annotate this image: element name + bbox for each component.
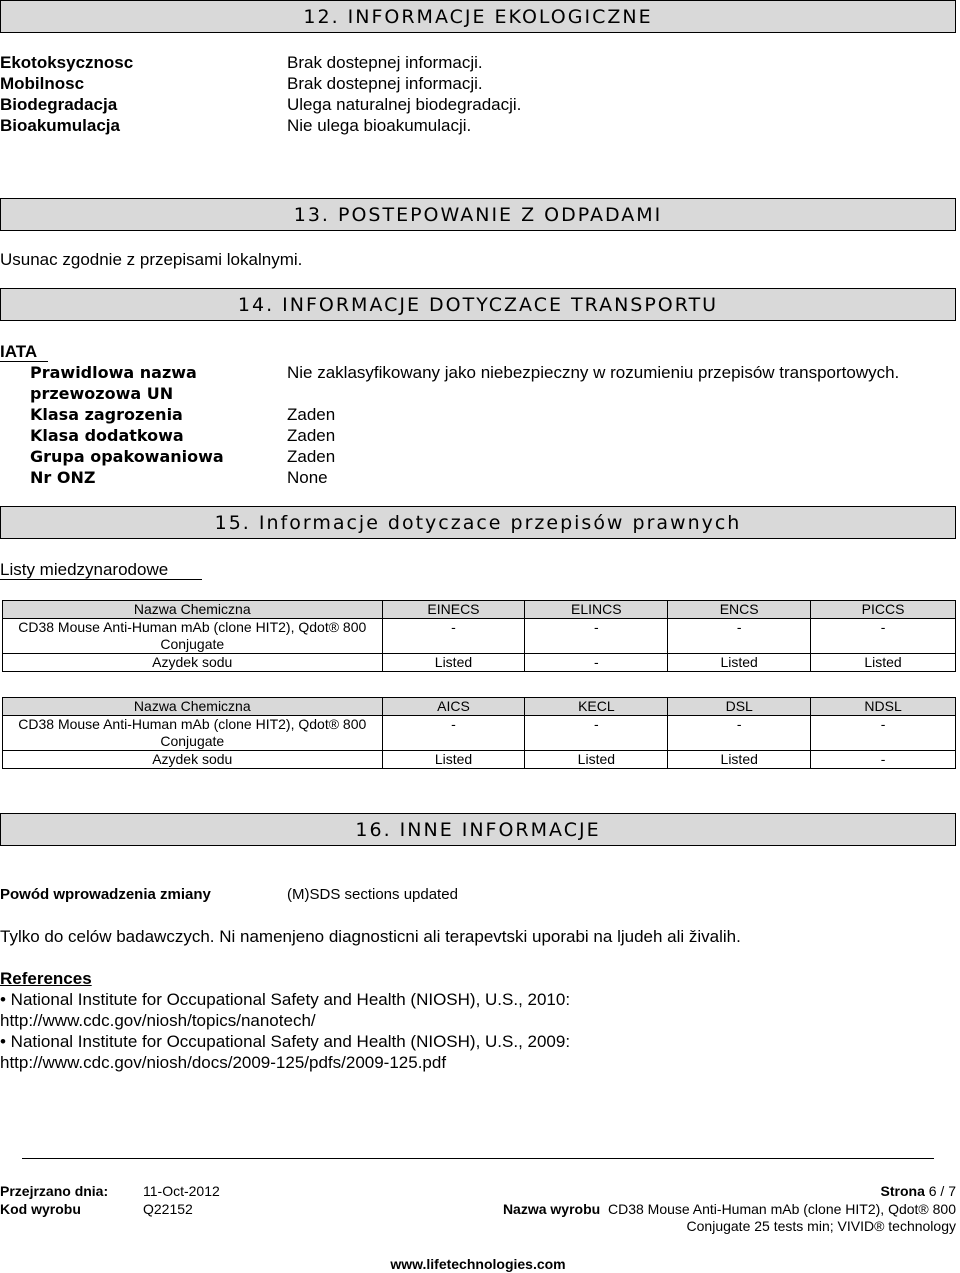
page-value: 6 / 7 xyxy=(928,1183,956,1199)
table-header-row xyxy=(3,698,956,716)
product-name-value-2: Conjugate 25 tests min; VIVID® technology xyxy=(686,1218,956,1234)
table-cell: Listed xyxy=(811,654,956,672)
page-label: Strona xyxy=(880,1183,925,1199)
product-name-block xyxy=(503,1201,956,1235)
page-indicator xyxy=(881,1183,956,1199)
shipping-name-label-2: przewozowa UN xyxy=(30,384,174,403)
international-lists-subhead xyxy=(0,559,168,580)
table-cell: - xyxy=(811,619,956,654)
iata-text: IATA xyxy=(0,342,38,361)
chemical-name-cell: Azydek sodu xyxy=(3,751,383,769)
footer-divider xyxy=(22,1158,934,1159)
table-cell: - xyxy=(668,619,811,654)
regulatory-table-1 xyxy=(2,600,956,672)
mobility-value: Brak dostepnej informacji. xyxy=(287,74,483,93)
bioaccumulation-label: Bioakumulacja xyxy=(0,116,120,135)
shipping-name-label-1: Prawidlowa nazwa xyxy=(30,363,197,382)
table-row xyxy=(3,654,956,672)
international-lists-text: Listy miedzynarodowe xyxy=(0,560,169,579)
chemical-name-cell: CD38 Mouse Anti-Human mAb (clone HIT2), Qdot® 800 Conjugate xyxy=(3,619,383,654)
col-header-kecl: KECL xyxy=(525,698,668,716)
transport-labels xyxy=(30,362,224,488)
references-list xyxy=(0,989,570,1073)
product-name-label: Nazwa wyrobu xyxy=(502,1201,601,1217)
shipping-name-value-2 xyxy=(287,383,899,404)
table-cell: - xyxy=(668,716,811,751)
product-code-value: Q22152 xyxy=(143,1201,193,1217)
transport-values xyxy=(287,362,899,488)
un-number-label: Nr ONZ xyxy=(30,468,96,487)
table-cell: - xyxy=(811,751,956,769)
subsidiary-class-label: Klasa dodatkowa xyxy=(30,426,184,445)
hazard-class-label: Klasa zagrozenia xyxy=(30,405,183,424)
bioaccumulation-value: Nie ulega bioakumulacji. xyxy=(287,116,472,135)
col-header-dsl: DSL xyxy=(668,698,811,716)
table-cell: - xyxy=(525,619,668,654)
col-header-piccs: PICCS xyxy=(811,601,956,619)
revision-reason-label: Powód wprowadzenia zmiany xyxy=(0,886,211,903)
section-12-labels xyxy=(0,52,133,136)
col-header-aics: AICS xyxy=(382,698,525,716)
table-cell: Listed xyxy=(668,751,811,769)
shipping-name-value: Nie zaklasyfikowany jako niebezpieczny w rozumieniu przepisów transportowych. xyxy=(287,363,900,382)
section-13-header xyxy=(0,198,956,231)
reference-link[interactable]: http://www.cdc.gov/niosh/topics/nanotech/ xyxy=(0,1011,316,1030)
chemical-name-cell: CD38 Mouse Anti-Human mAb (clone HIT2), Qdot® 800 Conjugate xyxy=(3,716,383,751)
section-13-title: 13. POSTEPOWANIE Z ODPADAMI xyxy=(293,204,663,226)
table-cell: Listed xyxy=(382,654,525,672)
biodegradation-value: Ulega naturalnej biodegradacji. xyxy=(287,95,522,114)
table-cell: - xyxy=(382,619,525,654)
section-15-title: 15. Informacje dotyczace przepisów prawnych xyxy=(214,512,742,534)
subsidiary-class-value: Zaden xyxy=(287,426,336,445)
section-14-header xyxy=(0,288,956,321)
reference-link[interactable]: http://www.cdc.gov/niosh/docs/2009-125/pdfs/2009-125.pdf xyxy=(0,1053,447,1072)
section-16-header xyxy=(0,813,956,846)
col-header-ndsl: NDSL xyxy=(811,698,956,716)
research-use-note: Tylko do celów badawczych. Ni namenjeno diagnosticni ali terapevtski uporabi na ljudeh ali živalih. xyxy=(0,927,741,946)
table-row xyxy=(3,619,956,654)
revision-reason-value: (M)SDS sections updated xyxy=(287,886,458,903)
table-cell: - xyxy=(525,716,668,751)
subhead-underline xyxy=(0,579,202,580)
table-cell: Listed xyxy=(382,751,525,769)
col-header-name: Nazwa Chemiczna xyxy=(3,601,383,619)
section-15-header xyxy=(0,506,956,539)
disposal-text: Usunac zgodnie z przepisami lokalnymi. xyxy=(0,250,303,269)
un-number-value: None xyxy=(287,468,328,487)
section-12-values xyxy=(287,52,521,136)
regulatory-table-2 xyxy=(2,697,956,769)
mobility-label: Mobilnosc xyxy=(0,74,85,93)
reference-item: • National Institute for Occupational Safety and Health (NIOSH), U.S., 2009: xyxy=(0,1032,571,1051)
chemical-name-cell: Azydek sodu xyxy=(3,654,383,672)
references-title: References xyxy=(0,969,92,988)
col-header-encs: ENCS xyxy=(668,601,811,619)
section-12-header xyxy=(0,0,956,33)
reviewed-value: 11-Oct-2012 xyxy=(143,1183,220,1199)
col-header-elincs: ELINCS xyxy=(525,601,668,619)
reference-item: • National Institute for Occupational Safety and Health (NIOSH), U.S., 2010: xyxy=(0,990,571,1009)
table-cell: - xyxy=(811,716,956,751)
table-cell: - xyxy=(382,716,525,751)
section-14-title: 14. INFORMACJE DOTYCZACE TRANSPORTU xyxy=(237,294,719,316)
biodegradation-label: Biodegradacja xyxy=(0,95,118,114)
product-name-value-1: CD38 Mouse Anti-Human mAb (clone HIT2), Qdot® 800 xyxy=(607,1201,956,1217)
ecotoxicity-label: Ekotoksycznosc xyxy=(0,53,134,72)
table-cell: Listed xyxy=(668,654,811,672)
website-link[interactable]: www.lifetechnologies.com xyxy=(390,1256,566,1272)
reviewed-label: Przejrzano dnia: xyxy=(0,1183,109,1199)
packing-group-label: Grupa opakowaniowa xyxy=(30,447,224,466)
product-code-label: Kod wyrobu xyxy=(0,1201,81,1217)
col-header-name: Nazwa Chemiczna xyxy=(3,698,383,716)
ecotoxicity-value: Brak dostepnej informacji. xyxy=(287,53,483,72)
table-cell: Listed xyxy=(525,751,668,769)
table-header-row xyxy=(3,601,956,619)
table-row xyxy=(3,716,956,751)
packing-group-value: Zaden xyxy=(287,447,336,466)
section-16-title: 16. INNE INFORMACJE xyxy=(355,819,601,841)
col-header-einecs: EINECS xyxy=(382,601,525,619)
section-12-title: 12. INFORMACJE EKOLOGICZNE xyxy=(303,6,653,28)
iata-label xyxy=(0,341,37,362)
table-cell: - xyxy=(525,654,668,672)
table-row xyxy=(3,751,956,769)
hazard-class-value: Zaden xyxy=(287,405,336,424)
